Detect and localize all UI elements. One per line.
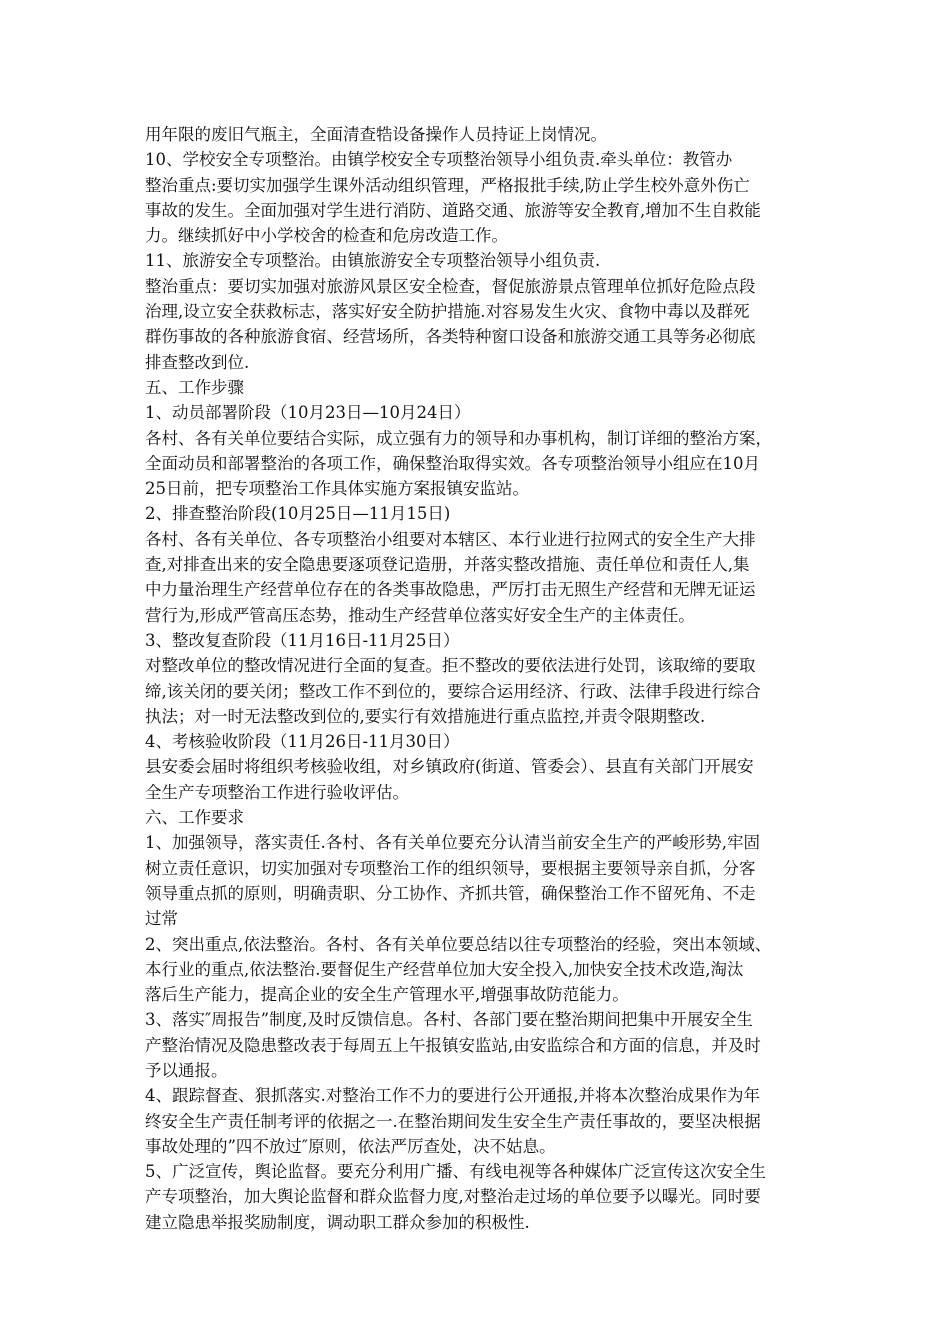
- text-line: 全面动员和部署整治的各项工作，确保整治取得实效。各专项整治领导小组应在10月: [145, 453, 760, 473]
- text-line: 中力量治理生产经营单位存在的各类事故隐患，严厉打击无照生产经营和无牌无证运: [145, 580, 756, 600]
- text-line: 3、整改复查阶段（11月16日-11月25日）: [145, 630, 460, 650]
- text-line: 落后生产能力，提高企业的安全生产管理水平,增强事故防范能力。: [145, 985, 629, 1005]
- text-line: 予以通报。: [145, 1060, 228, 1080]
- text-line: 各村、各有关单位、各专项整治小组要对本辖区、本行业进行拉网式的安全生产大排: [145, 529, 756, 549]
- text-line: 全生产专项整治工作进行验收评估。: [145, 782, 409, 802]
- text-line: 领导重点抓的原则，明确责职、分工协作、齐抓共管，确保整治工作不留死角、不走: [145, 883, 756, 903]
- text-line: 本行业的重点,依法整治.要督促生产经营单位加大安全投入,加快安全技术改造,淘汰: [145, 959, 744, 979]
- text-line: 用年限的废旧气瓶主，全面清查牿设备操作人员持证上岗情况。: [145, 125, 607, 144]
- document-body: [145, 122, 810, 1235]
- text-line: 查,对排查出来的安全隐患要逐项登记造册，并落实整改措施、责任单位和责任人,集: [145, 555, 750, 575]
- text-line: 县安委会届时将组织考核验收组，对乡镇政府(街道、管委会）、县直有关部门开展安: [145, 757, 754, 777]
- text-line: 事故处理的”四不放过″原则，依法严厉查处，决不姑息。: [145, 1136, 556, 1156]
- text-line: 树立责任意识，切实加强对专项整治工作的组织领导，要根据主要领导亲自抓，分客: [145, 858, 756, 878]
- text-line: 执法；对一时无法整改到位的,要实行有效措施进行重点监控,并责令限期整改.: [145, 706, 706, 726]
- section-heading: 六、工作要求: [145, 808, 244, 828]
- text-line: 营行为,形成严管高压态势，推动生产经营单位落实好安全生产的主体责任。: [145, 605, 695, 625]
- text-line: 3、落实″周报告”制度,及时反馈信息。各村、各部门要在整治期间把集中开展安全生: [145, 1010, 753, 1030]
- text-line: 4、考核验收阶段（11月26日-11月30日）: [145, 732, 460, 752]
- text-line: 11、旅游安全专项整治。由镇旅游安全专项整治领导小组负责.: [145, 251, 601, 271]
- text-line: 排查整改到位.: [145, 352, 250, 372]
- text-line: 整治重点:要切实加强学生课外活动组织管理，严格报批手续,防止学生校外意外伤亡: [145, 175, 750, 195]
- text-line: 事故的发生。全面加强对学生进行消防、道路交通、旅游等安全教育,增加不生自救能: [145, 200, 761, 220]
- text-line: 力。继续抓好中小学校舍的检查和危房改造工作。: [145, 226, 508, 246]
- text-line: 2、突出重点,依法整治。各村、各有关单位要总结以往专项整治的经验，突出本领域、: [145, 934, 772, 954]
- text-line: 治理,设立安全获救标志，落实好安全防护措施.对容易发生火灾、食物中毒以及群死: [145, 302, 750, 322]
- text-line: 25日前，把专项整治工作具体实施方案报镇安监站。: [145, 479, 529, 499]
- text-line: 5、广泛宣传，舆论监督。要充分利用广播、有线电视等各种媒体广泛宣传这次安全生: [145, 1162, 766, 1182]
- text-line: 过常: [145, 909, 178, 929]
- text-line: 1、动员部署阶段（10月23日—10月24日）: [145, 403, 471, 423]
- text-line: 终安全生产责任制考评的依据之一.在整治期间发生安全生产责任事故的，要坚决根据: [145, 1111, 761, 1131]
- text-line: 建立隐患举报奖励制度，调动职工群众参加的积极性.: [145, 1212, 530, 1232]
- text-line: 群伤事故的各种旅游食宿、经营场所，各类特种窗口设备和旅游交通工具等务必彻底: [145, 327, 756, 347]
- text-line: 整治重点：要切实加强对旅游风景区安全检查，督促旅游景点管理单位抓好危险点段: [145, 276, 756, 296]
- text-line: 2、排查整治阶段(10月25日—11月15日): [145, 504, 451, 524]
- text-line: 缔,该关闭的要关闭；整改工作不到位的，要综合运用经济、行政、法律手段进行综合: [145, 681, 761, 701]
- text-line: 4、跟踪督查、狠抓落实.对整治工作不力的要进行公开通报,并将本次整治成果作为年: [145, 1086, 760, 1106]
- text-line: 10、学校安全专项整治。由镇学校安全专项整治领导小组负责.牵头单位：教管办: [145, 150, 733, 170]
- section-heading: 五、工作步骤: [145, 377, 244, 397]
- text-line: 1、加强领导，落实责任.各村、各有关单位要充分认清当前安全生产的严峻形势,牢固: [145, 833, 760, 853]
- text-line: 产专项整治，加大舆论监督和群众监督力度,对整治走过场的单位要予以曝光。同时要: [145, 1187, 761, 1207]
- text-line: 对整改单位的整改情况进行全面的复查。拒不整改的要依法进行处罚，该取缔的要取: [145, 656, 756, 676]
- text-line: 产整治情况及隐患整改表于每周五上午报镇安监站,由安监综合和方面的信息，并及时: [145, 1035, 761, 1055]
- text-line: 各村、各有关单位要结合实际，成立强有力的领导和办事机构，制订详细的整治方案，: [145, 428, 772, 448]
